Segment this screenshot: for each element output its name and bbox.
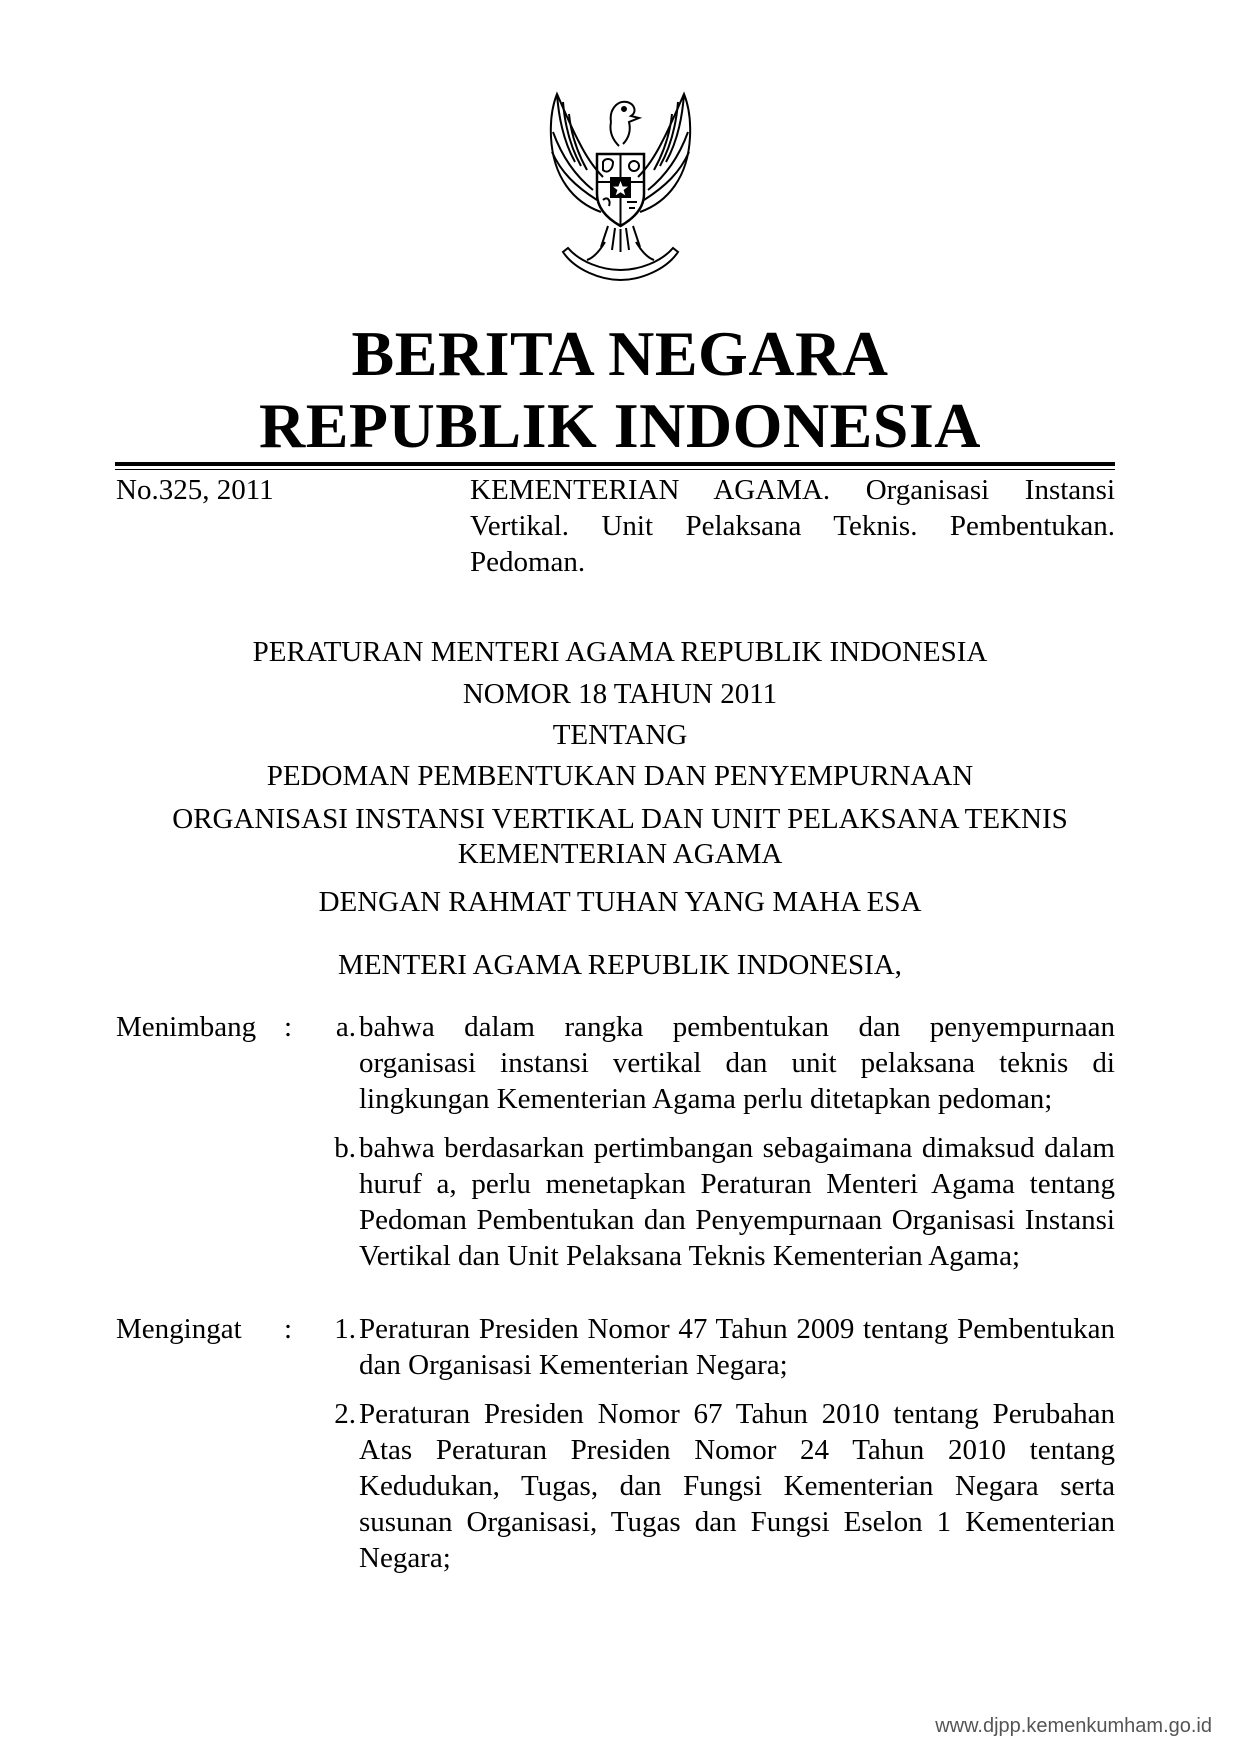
list-item: bahwa berdasarkan pertimbangan sebagaimana dimaksud dalam huruf a, perlu menetapkan Peraturan Menteri Agama tentang Pedoman Pembentukan dan Penyempurnaan Organisasi Instansi Vertikal dan Unit Pelaksana Teknis Kementerian Agama;: [359, 1132, 1115, 1272]
list-item-marker: 1.: [334, 1313, 356, 1345]
mengingat-colon: :: [284, 1313, 293, 1345]
issue-summary: KEMENTERIAN AGAMA. Organisasi Instansi Vertikal. Unit Pelaksana Teknis. Pembentukan. Pedoman.: [470, 474, 1115, 578]
regulation-title: PERATURAN MENTERI AGAMA REPUBLIK INDONESIA: [252, 636, 988, 668]
regulation-subject-line2: ORGANISASI INSTANSI VERTIKAL DAN UNIT PELAKSANA TEKNIS: [172, 803, 1068, 835]
masthead-title: BERITA NEGARA: [351, 318, 889, 389]
list-item-marker: 2.: [334, 1398, 356, 1430]
issuing-authority: MENTERI AGAMA REPUBLIK INDONESIA,: [338, 949, 902, 981]
regulation-number: NOMOR 18 TAHUN 2011: [462, 678, 778, 710]
list-item: bahwa dalam rangka pembentukan dan penyempurnaan organisasi instansi vertikal dan unit pelaksana teknis di lingkungan Kementerian Agama perlu ditetapkan pedoman;: [359, 1011, 1115, 1115]
mengingat-label: Mengingat: [116, 1313, 242, 1345]
list-item: Peraturan Presiden Nomor 67 Tahun 2010 tentang Perubahan Atas Peraturan Presiden Nomor 24 Tahun 2010 tentang Kedudukan, Tugas, dan Fungsi Kementerian Negara serta susunan Organisasi, Tugas dan Fungsi Eselon 1 Kementerian Negara;: [359, 1398, 1115, 1574]
issue-number: No.325, 2011: [116, 474, 274, 506]
footer-url: www.djpp.kemenkumham.go.id: [935, 1715, 1212, 1737]
header-rule-thick: [115, 462, 1115, 466]
invocation: DENGAN RAHMAT TUHAN YANG MAHA ESA: [318, 886, 922, 918]
garuda-emblem-icon: [513, 82, 728, 297]
menimbang-colon: :: [284, 1011, 293, 1043]
regulation-about: TENTANG: [552, 719, 688, 751]
masthead-subtitle: REPUBLIK INDONESIA: [258, 390, 982, 461]
header-rule-thin: [115, 469, 1115, 470]
list-item: Peraturan Presiden Nomor 47 Tahun 2009 tentang Pembentukan dan Organisasi Kementerian Negara;: [359, 1313, 1115, 1381]
regulation-subject-line1: PEDOMAN PEMBENTUKAN DAN PENYEMPURNAAN: [266, 760, 974, 792]
list-item-marker: a.: [335, 1011, 356, 1043]
list-item-marker: b.: [334, 1132, 356, 1164]
menimbang-label: Menimbang: [116, 1011, 257, 1043]
regulation-subject-line3: KEMENTERIAN AGAMA: [457, 838, 783, 870]
